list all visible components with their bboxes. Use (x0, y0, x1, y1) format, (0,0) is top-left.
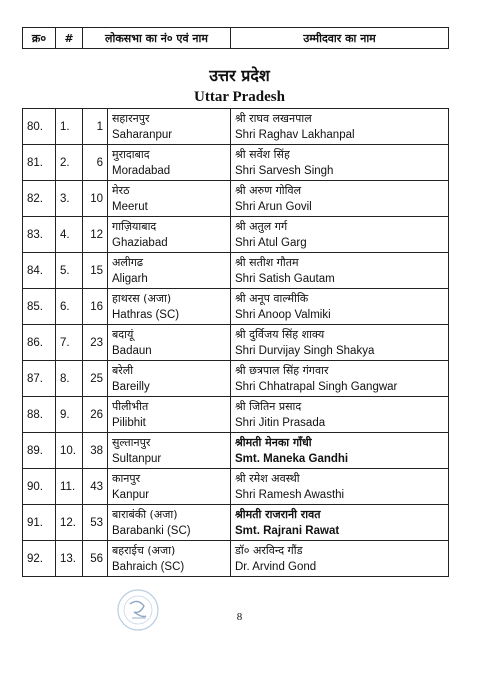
candidate-name-english: Shri Arun Govil (235, 200, 312, 213)
constituency-name-hindi: हाथरस (अजा) (112, 291, 172, 305)
constituency-name-english: Pilibhit (112, 416, 146, 429)
serial-number: 90. (27, 480, 43, 493)
serial-number: 86. (27, 336, 43, 349)
constituency-name-english: Hathras (SC) (112, 308, 180, 321)
candidate-table (22, 108, 449, 577)
table-row (23, 109, 449, 145)
candidate-name-english: Shri Anoop Valmiki (235, 308, 331, 321)
constituency-number: 23 (90, 336, 103, 349)
candidate-name-hindi: श्री छत्रपाल सिंह गंगवार (235, 363, 329, 377)
constituency-number: 56 (90, 552, 103, 565)
row-index: 8. (60, 372, 70, 385)
header-index: # (56, 28, 83, 48)
row-index: 9. (60, 408, 70, 421)
constituency-name-english: Bareilly (112, 380, 150, 393)
constituency-number: 15 (90, 264, 103, 277)
table-header (22, 27, 449, 49)
candidate-name-english: Shri Jitin Prasada (235, 416, 326, 429)
serial-number: 91. (27, 516, 43, 529)
constituency-number: 26 (90, 408, 103, 421)
serial-number: 81. (27, 156, 43, 169)
constituency-number: 12 (90, 228, 103, 241)
row-index: 10. (60, 444, 76, 457)
constituency-name-hindi: सुल्तानपुर (112, 435, 151, 449)
candidate-name-english: Dr. Arvind Gond (235, 560, 317, 573)
serial-number: 88. (27, 408, 43, 421)
serial-number: 80. (27, 120, 43, 133)
constituency-name-english: Badaun (112, 344, 152, 357)
candidate-name-english: Smt. Maneka Gandhi (235, 452, 349, 465)
candidate-name-hindi: डॉ० अरविन्द गौंड (235, 543, 303, 557)
header-serial: क्र० (23, 28, 56, 48)
table-row (23, 433, 449, 469)
constituency-number: 53 (90, 516, 103, 529)
row-index: 13. (60, 552, 76, 565)
serial-number: 92. (27, 552, 43, 565)
table-row (23, 469, 449, 505)
row-index: 1. (60, 120, 70, 133)
candidate-name-hindi: श्री अरुण गोविल (235, 183, 302, 197)
candidate-name-english: Smt. Rajrani Rawat (235, 524, 340, 537)
constituency-name-hindi: सहारनपुर (112, 111, 150, 125)
party-seal-icon (116, 588, 160, 632)
candidate-name-hindi: श्रीमती मेनका गाँधी (235, 435, 312, 449)
constituency-number: 1 (96, 120, 103, 133)
table-row (23, 181, 449, 217)
constituency-number: 38 (90, 444, 103, 457)
candidate-name-hindi: श्री सतीश गौतम (235, 255, 299, 269)
candidate-name-english: Shri Atul Garg (235, 236, 307, 249)
candidate-name-hindi: श्री राघव लखनपाल (235, 111, 312, 125)
constituency-number: 16 (90, 300, 103, 313)
state-title-english: Uttar Pradesh (194, 89, 285, 105)
candidate-name-hindi: श्री रमेश अवस्थी (235, 471, 300, 485)
constituency-number: 6 (96, 156, 103, 169)
header-constituency: लोकसभा का नं० एवं नाम (83, 28, 231, 48)
constituency-name-hindi: गाज़ियाबाद (112, 219, 157, 233)
serial-number: 85. (27, 300, 43, 313)
constituency-name-hindi: कानपुर (112, 471, 141, 485)
constituency-name-hindi: बहराईच (अजा) (112, 543, 176, 557)
table-row (23, 397, 449, 433)
candidate-name-english: Shri Raghav Lakhanpal (235, 128, 355, 141)
candidate-name-hindi: श्री अतुल गर्ग (235, 219, 288, 233)
serial-number: 82. (27, 192, 43, 205)
constituency-name-english: Bahraich (SC) (112, 560, 185, 573)
candidate-name-english: Shri Chhatrapal Singh Gangwar (235, 380, 398, 393)
constituency-name-hindi: मुरादाबाद (112, 147, 150, 161)
constituency-name-english: Kanpur (112, 488, 150, 501)
candidate-name-hindi: श्रीमती राजरानी रावत (235, 507, 321, 521)
constituency-number: 10 (90, 192, 103, 205)
constituency-name-english: Saharanpur (112, 128, 173, 141)
constituency-name-english: Moradabad (112, 164, 171, 177)
constituency-name-english: Aligarh (112, 272, 148, 285)
constituency-name-english: Ghaziabad (112, 236, 168, 249)
header-candidate: उम्मीदवार का नाम (303, 31, 376, 45)
serial-number: 83. (27, 228, 43, 241)
candidate-name-english: Shri Sarvesh Singh (235, 164, 334, 177)
table-row (23, 325, 449, 361)
candidate-name-english: Shri Durvijay Singh Shakya (235, 344, 375, 357)
candidate-name-hindi: श्री सर्वेश सिंह (235, 147, 290, 161)
constituency-number: 43 (90, 480, 103, 493)
table-row (23, 541, 449, 577)
row-index: 4. (60, 228, 70, 241)
row-index: 3. (60, 192, 70, 205)
state-title-hindi: उत्तर प्रदेश (209, 66, 270, 85)
constituency-name-english: Sultanpur (112, 452, 162, 465)
table-row (23, 361, 449, 397)
row-index: 12. (60, 516, 76, 529)
candidate-name-english: Shri Ramesh Awasthi (235, 488, 345, 501)
row-index: 7. (60, 336, 70, 349)
candidate-name-hindi: श्री जितिन प्रसाद (235, 399, 302, 413)
table-row (23, 505, 449, 541)
row-index: 11. (60, 480, 76, 493)
row-index: 2. (60, 156, 70, 169)
page-number: 8 (236, 611, 243, 623)
serial-number: 89. (27, 444, 43, 457)
constituency-name-english: Barabanki (SC) (112, 524, 191, 537)
serial-number: 87. (27, 372, 43, 385)
constituency-name-hindi: बाराबंकी (अजा) (112, 507, 178, 521)
table-row (23, 253, 449, 289)
candidate-name-hindi: श्री दुर्विजय सिंह शाक्य (235, 327, 325, 341)
constituency-name-hindi: अलीगढ (112, 255, 144, 269)
constituency-name-hindi: बदायूं (112, 327, 134, 341)
table-row (23, 145, 449, 181)
row-index: 6. (60, 300, 70, 313)
table-row (23, 217, 449, 253)
candidate-name-english: Shri Satish Gautam (235, 272, 335, 285)
constituency-name-english: Meerut (112, 200, 148, 213)
constituency-name-hindi: मेरठ (112, 183, 130, 197)
candidate-name-hindi: श्री अनूप वाल्मीकि (235, 291, 309, 305)
table-row (23, 289, 449, 325)
constituency-number: 25 (90, 372, 103, 385)
constituency-name-hindi: बरेली (112, 363, 134, 377)
row-index: 5. (60, 264, 70, 277)
constituency-name-hindi: पीलीभीत (112, 399, 149, 413)
serial-number: 84. (27, 264, 43, 277)
